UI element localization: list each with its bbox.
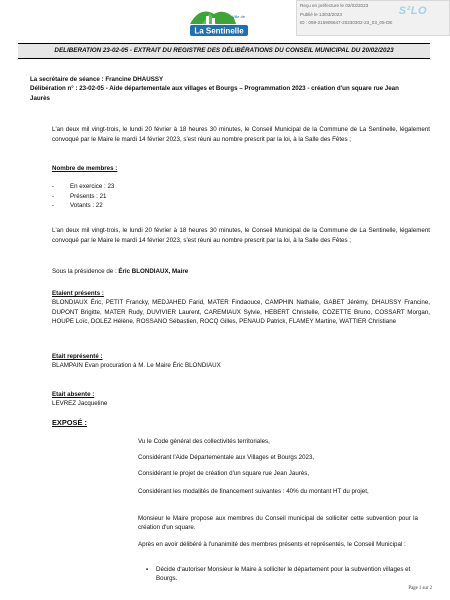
represented-text: BLAMPAIN Evan procuration à M. Le Maire Éric BLONDIAUX xyxy=(52,362,221,369)
expose-heading: EXPOSÉ : xyxy=(52,418,87,427)
members-item: - Présents : 21 xyxy=(52,192,107,200)
members-item: - En exercice : 23 xyxy=(52,183,115,190)
session-paragraph-1: L'an deux mil vingt-trois, le lundi 20 février à 18 heures 30 minutes, le Conseil Municipal de la Commune de La Sentinelle, légalement convoqué par le Maire le mardi 14 février 2023, s'est réuni au nombre prescrit par la loi, à la Salle des Fêtes ; xyxy=(52,126,430,143)
stamp-id: ID : 059-215905647-20230302-23_03_05-DE xyxy=(300,20,393,25)
expose-paragraph: Après en avoir délibéré à l'unanimité des membres présents et représentés, le Conseil Municipal : xyxy=(138,541,406,548)
stamp-brand: S²LO xyxy=(398,5,427,17)
logo-town-name: La Sentinelle xyxy=(194,26,244,36)
absent-text: LEVREZ Jacqueline xyxy=(52,400,108,407)
presidency-line xyxy=(52,267,188,277)
stamp-received: Reçu en préfecture le 02/03/2023 xyxy=(300,3,369,8)
absent-heading: Etait absente : xyxy=(52,391,95,398)
deliberation-text: 23-02-05 - Aide départementale aux villages et Bourgs – Programmation 2023 - création d'un square rue Jean Jaurès xyxy=(30,85,399,102)
logo-graphic-icon xyxy=(184,4,254,38)
expose-paragraph: Considérant l'Aide Départementale aux Villages et Bourgs 2023, xyxy=(138,454,315,461)
expose-paragraph: Considérant les modalités de financement suivantes : 40% du montant HT du projet, xyxy=(138,488,369,495)
deliberation-label: Délibération n° : xyxy=(30,85,80,92)
expose-paragraph: Monsieur le Maire propose aux membres du Conseil municipal de solliciter cette subvention pour la création d'un square. xyxy=(138,515,418,532)
present-list: BLONDIAUX Éric, PETIT Francky, MEDJAHED Farid, MATER Findaouce, CAMPHIN Nathalie, GABET Jérémy, DHAUSSY Francine, DUPONT Brigitte, MATER Rudy, DUVIVIER Laurent, CAREMIAUX Sylvie, HEBERT Christelle, COZETTE Bruno, COSSART Morgan, HOUPE Loïc, DOLEZ Hélène, ROSSANO Sébastien, ROCQ Gilles, PENAUD Patrick, FLAMEY Martine, WATTIER Christiane xyxy=(52,299,430,325)
logo-small-text: Ville de xyxy=(232,14,246,19)
represented-heading: Etait représenté : xyxy=(52,353,103,360)
members-item: - Votants : 22 xyxy=(52,202,103,209)
town-logo xyxy=(184,4,254,38)
stamp-published: Publié le 13/03/2023 xyxy=(300,11,342,17)
page-number: Page 1 sur 2 xyxy=(408,586,432,591)
present-heading: Etaient présents : xyxy=(52,290,104,297)
members-list xyxy=(52,182,252,211)
bullet-icon: ▪ xyxy=(145,566,149,573)
expose-decision: ▪ Décide d'autoriser Monsieur le Maire à solliciter le département pour la subvention villages et Bourgs. xyxy=(138,565,418,583)
deliberation-title xyxy=(30,84,420,103)
session-paragraph-2: L'an deux mil vingt-trois, le lundi 20 février à 18 heures 30 minutes, le Conseil Municipal de la Commune de La Sentinelle, légalement convoqué par le Maire le mardi 14 février 2023, s'est réuni au nombre prescrit par la loi, à la Salle des Fêtes ; xyxy=(52,227,430,244)
expose-paragraph: Considérant le projet de création d'un square rue Jean Jaurès, xyxy=(138,470,310,477)
presidency-name: Éric BLONDIAUX, Maire xyxy=(118,268,189,275)
secretary-line: La secrétaire de séance : Francine DHAUSSY xyxy=(30,76,164,83)
prefecture-stamp xyxy=(296,0,450,36)
members-heading: Nombre de membres : xyxy=(52,165,118,172)
document-header: DELIBERATION 23-02-05 - EXTRAIT DU REGISTRE DES DÉLIBÉRATIONS DU CONSEIL MUNICIPAL DU 20/02/2023 xyxy=(18,43,430,59)
expose-paragraph: Vu le Code général des collectivités territoriales, xyxy=(138,438,270,445)
presidency-prefix: Sous la présidence de : xyxy=(52,268,119,275)
